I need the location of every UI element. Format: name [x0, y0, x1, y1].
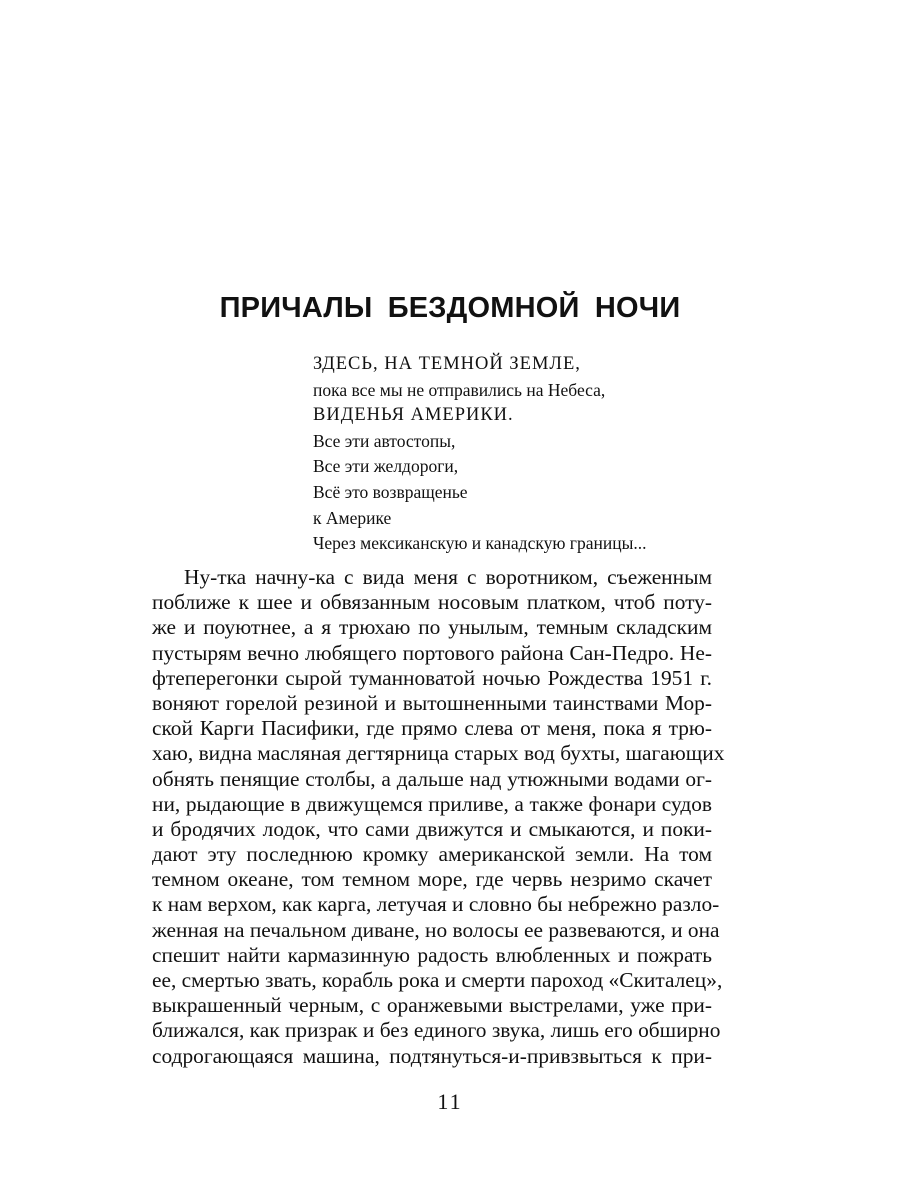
text-line: ее, смертью звать, корабль рока и смерти пароход «Скиталец»,: [152, 968, 723, 992]
text-line: дают эту последнюю кромку американской земли. На том: [152, 842, 712, 867]
text-line: хаю, видна масляная дегтярница старых вод бухты, шагающих: [152, 741, 725, 766]
text-line: ни, рыдающие в движущемся приливе, а также фонари судов: [152, 791, 712, 816]
epigraph-line: Всё это возвращенье: [313, 481, 468, 502]
epigraph: [313, 352, 753, 557]
epigraph-line: Все эти автостопы,: [313, 430, 456, 451]
epigraph-line: пока все мы не отправились на Небеса,: [313, 379, 606, 400]
text-line: фтеперегонки сырой туманноватой ночью Рождества 1951 г.: [152, 665, 712, 690]
epigraph-line: ВИДЕНЬЯ АМЕРИКИ.: [313, 405, 514, 426]
text-line: же и поуютнее, а я трюхаю по унылым, темным складским: [152, 615, 712, 640]
epigraph-line: Через мексиканскую и канадскую границы...: [313, 533, 647, 554]
text-line: обнять пенящие столбы, а дальше над утюжными водами ог-: [152, 766, 712, 791]
text-line: воняют горелой резиной и вытошненными таинствами Мор-: [152, 690, 712, 715]
epigraph-line: Все эти желдороги,: [313, 456, 459, 477]
text-line: ближался, как призрак и без единого звука, лишь его обширно: [152, 1018, 721, 1043]
chapter-title: ПРИЧАЛЫ БЕЗДОМНОЙ НОЧИ: [219, 292, 681, 324]
page-number: 11: [437, 1089, 463, 1114]
text-line: Ну-тка начну-ка с вида меня с воротником, съеженным: [184, 565, 712, 589]
text-line: женная на печальном диване, но волосы ее развеваются, и она: [152, 917, 720, 942]
text-line: поближе к шее и обвязанным носовым платком, чтоб поту-: [152, 590, 712, 615]
text-line: спешит найти кармазинную радость влюбленных и пожрать: [152, 942, 712, 967]
text-line: и бродячих лодок, что сами движутся и смыкаются, и поки-: [152, 816, 712, 841]
text-line: к нам верхом, как карга, летучая и словно бы небрежно разло-: [152, 892, 720, 917]
text-line: темном океане, том темном море, где червь незримо скачет: [152, 867, 712, 892]
epigraph-line: к Америке: [313, 507, 392, 528]
text-line: ской Карги Пасифики, где прямо слева от меня, пока я трю-: [152, 716, 712, 741]
body-paragraph: [152, 565, 725, 1069]
text-line: пустырям вечно любящего портового района Сан-Педро. Не-: [152, 640, 712, 665]
text-line: выкрашенный черным, с оранжевыми выстрелами, уже при-: [152, 993, 712, 1018]
epigraph-line: ЗДЕСЬ, НА ТЕМНОЙ ЗЕМЛЕ,: [313, 354, 581, 374]
text-line: содрогающаяся машина, подтянуться-и-привзвыться к при-: [152, 1043, 712, 1068]
